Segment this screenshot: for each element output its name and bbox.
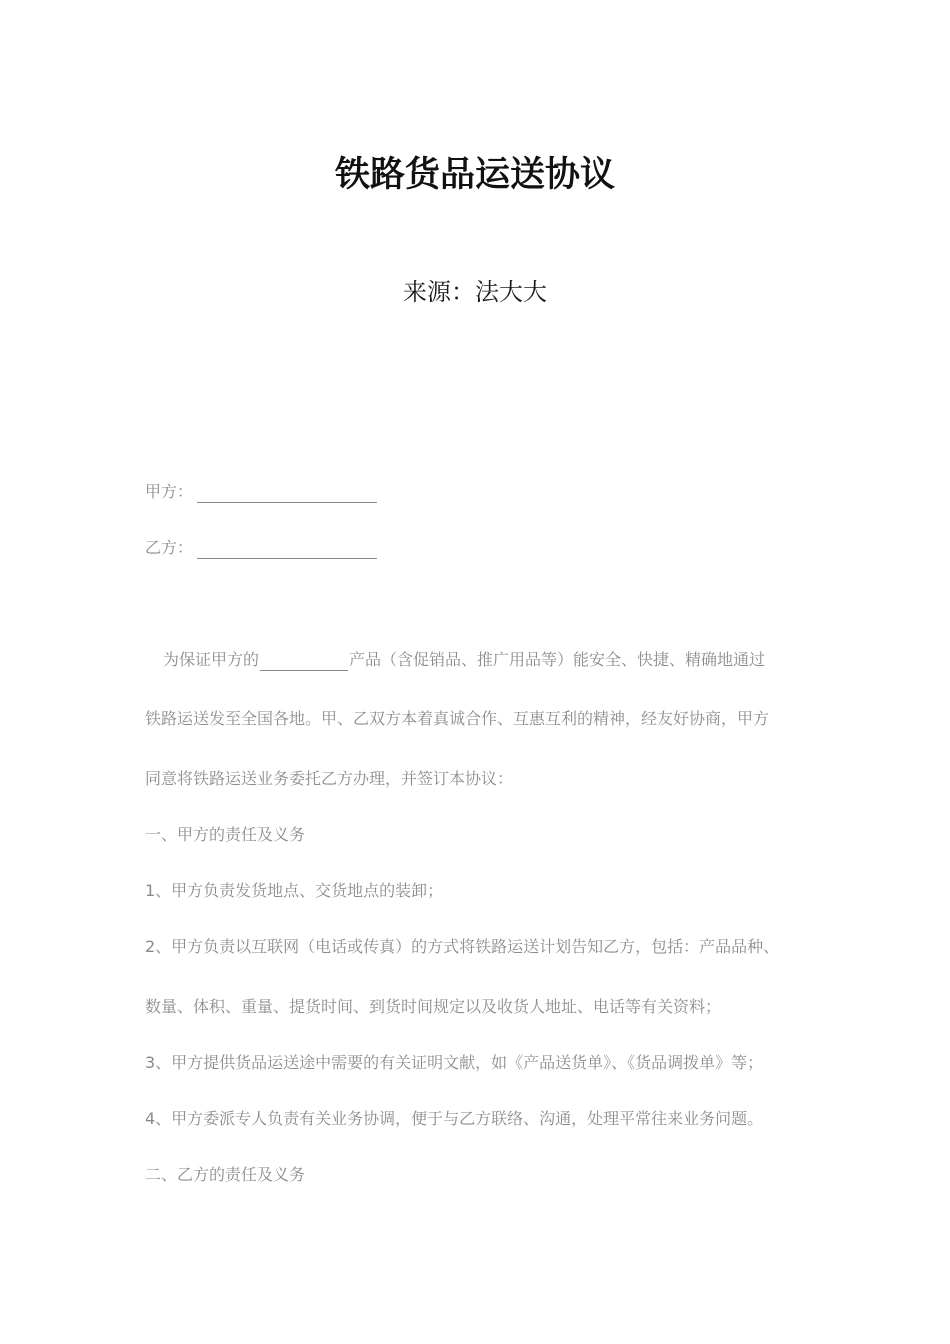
intro-text-part1: 为保证甲方的 [163,650,260,669]
section-heading-party-a: 一、甲方的责任及义务 [145,825,306,844]
party-a-blank-line [197,486,377,503]
party-a-field [145,481,377,503]
clause-1: 1、甲方负责发货地点、交货地点的装卸； [145,881,444,900]
intro-text-part2: 产品（含促销品、推广用品等）能安全、快捷、精确地通过 [349,650,766,669]
clause-3: 3、甲方提供货品运送途中需要的有关证明文献，如《产品送货单》、《货品调拨单》等； [145,1053,764,1072]
party-b-field [145,537,377,559]
intro-line-1 [163,649,805,671]
intro-line-2: 铁路运送发至全国各地。甲、乙双方本着真诚合作、互惠互利的精神，经友好协商，甲方 [145,709,770,728]
clause-2-line-1: 2、甲方负责以互联网（电话或传真）的方式将铁路运送计划告知乙方，包括：产品品种、 [145,937,780,956]
document-source: 来源：法大大 [403,278,547,306]
party-b-blank-line [197,542,377,559]
document-title: 铁路货品运送协议 [334,155,615,195]
product-blank-line [260,654,348,671]
party-a-label: 甲方： [145,482,194,501]
party-b-label: 乙方： [145,538,194,557]
clause-4: 4、甲方委派专人负责有关业务协调，便于与乙方联络、沟通，处理平常往来业务问题。 [145,1109,764,1128]
section-heading-party-b: 二、乙方的责任及义务 [145,1165,306,1184]
clause-2-line-2: 数量、体积、重量、提货时间、到货时间规定以及收货人地址、电话等有关资料； [145,997,722,1016]
intro-line-3: 同意将铁路运送业务委托乙方办理，并签订本协议： [145,769,514,788]
